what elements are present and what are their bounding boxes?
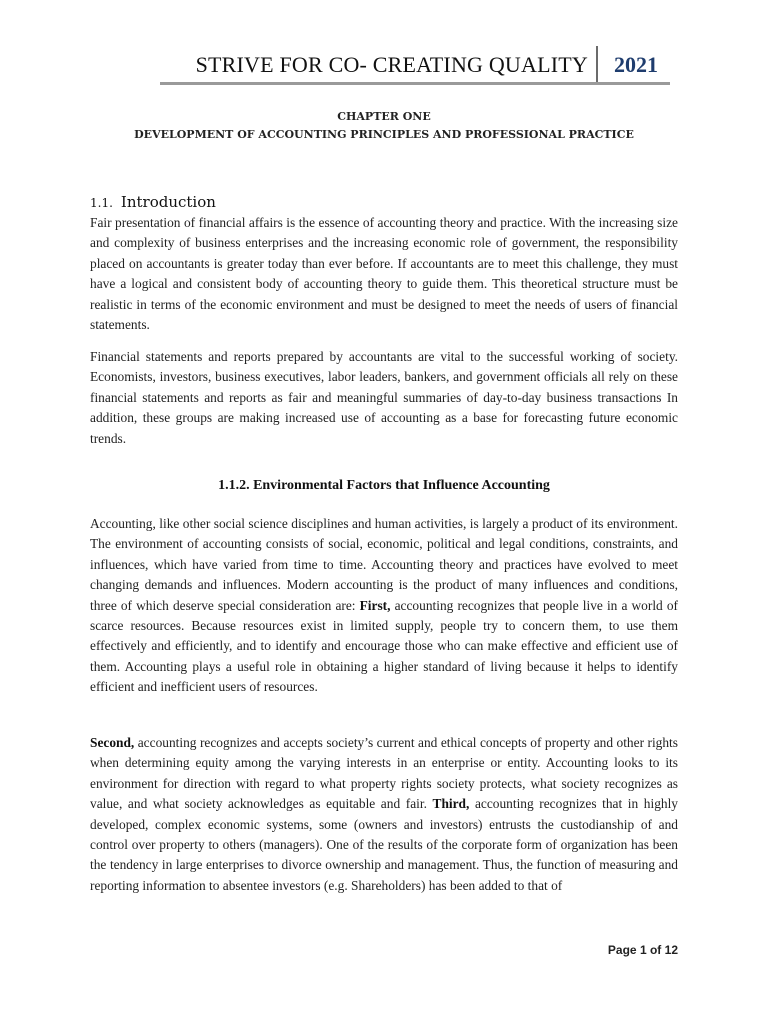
intro-heading-text: Introduction [120, 193, 216, 211]
header-rule [160, 82, 670, 85]
environment-paragraph-1 [90, 514, 678, 698]
footer-page-total: 12 [664, 943, 678, 957]
intro-paragraph-2: Financial statements and reports prepared by accountants are vital to the successful working of society. Economists, investors, business executives, labor leaders, bankers, and government officials all rely on these financial statements and reports as fair and meaningful summaries of day-to-day business transactions In addition, these groups are making increased use of accounting as a base for forecasting future economic trends. [90, 349, 678, 446]
chapter-title: DEVELOPMENT OF ACCOUNTING PRINCIPLES AND PROFESSIONAL PRACTICE [134, 128, 634, 141]
page-header [130, 44, 670, 84]
second-label: Second, [90, 735, 135, 750]
chapter-label: CHAPTER ONE [337, 110, 431, 123]
intro-heading [90, 193, 216, 211]
footer-page-word: Page [607, 943, 637, 957]
environment-paragraph-1-text: Accounting, like other social science disciplines and human activities, is largely a product of its environment. The environment of accounting consists of social, economic, political and legal conditions, constraints, and influences, which have varied from time to time. Accounting theory and practices have evolved to meet changing demands and influences. Modern accounting is the product of many influences and conditions, three of which deserve special consideration are: [90, 516, 678, 613]
intro-paragraph-1: Fair presentation of financial affairs is the essence of accounting theory and practice. With the increasing size and complexity of business enterprises and the increasing economic role of government, the responsibility placed on accountants is greater today than ever before. If accountants are to meet this challenge, they must have a logical and consistent body of accounting theory to guide them. This theoretical structure must be realistic in terms of the economic environment and must be designed to meet the needs of users of financial statements. [90, 215, 678, 333]
third-text: accounting recognizes that in highly developed, complex economic systems, some (owners and investors) entrusts the custodianship of and control over property to others (managers). One of the results of the corporate form of organization has been the tendency in large enterprises to divorce ownership and management. Thus, the function of measuring and reporting information to absentee investors (e.g. Shareholders) has been added to that of [90, 796, 678, 893]
header-title: STRIVE FOR CO- CREATING QUALITY [195, 52, 588, 77]
third-label: Third, [432, 796, 470, 812]
first-label: First, [359, 597, 391, 613]
intro-heading-number: 1.1. [90, 196, 113, 210]
environment-paragraph-2 [90, 733, 678, 896]
first-text: accounting recognizes that people live in a world of scarce resources. Because resources exist in limited supply, people try to concern them, to use them effectively and efficiently, and to identify and encourage those who can make effective and efficient use of them. Accounting plays a useful role in obtaining a higher standard of living because it helps to identify efficient and inefficient users of resources. [90, 597, 679, 695]
footer-of-word: of [649, 943, 662, 957]
second-text: accounting recognizes and accepts society’s current and ethical concepts of property and other rights when determining equity among the varying interests in an enterprise or entity. Accounting looks to its environment for direction with regard to what property rights society protects, what society recognizes as value, and what society acknowledges as equitable and fair. [90, 735, 678, 812]
header-divider [596, 46, 598, 84]
header-year: 2021 [614, 52, 658, 77]
environment-heading: 1.1.2. Environmental Factors that Influence Accounting [218, 478, 550, 493]
footer-page-number: 1 [639, 943, 647, 957]
page-footer [608, 943, 678, 957]
